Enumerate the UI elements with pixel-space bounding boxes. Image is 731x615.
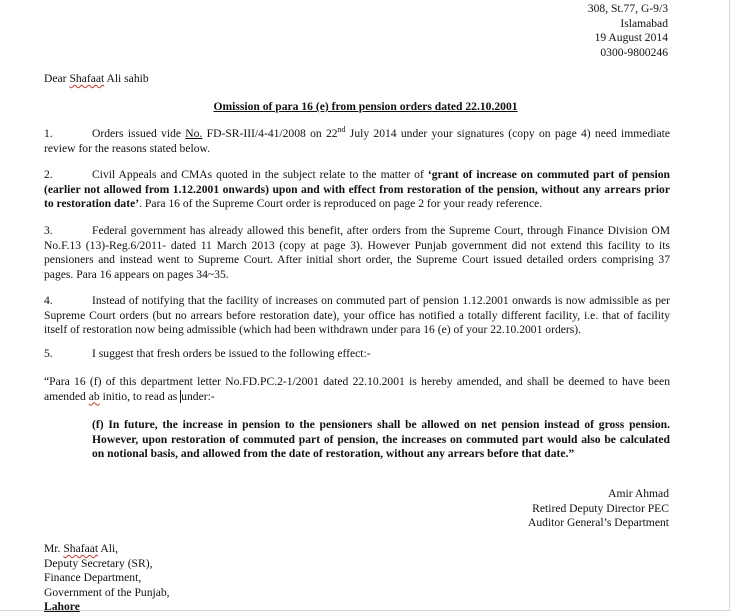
quote-under: under [181, 389, 208, 403]
p2-text-c: . Para 16 of the Supreme Court order is reproduced on page 2 for your ready reference. [139, 197, 543, 210]
paragraph-5 [44, 347, 670, 362]
signatory-name: Amir Ahmad [608, 487, 669, 500]
subject-line: Omission of para 16 (e) from pension orders dated 22.10.2001 [213, 100, 518, 113]
p4-text: Instead of notifying that the facility of increases on commuted part of pension 1.12.2001 onwards is now admissible as per Supreme Court orders (but no arrears before restoration date), your office has notified a totally different facility, i.e. that of facility itself of restoration now being admissible (which had been withdrawn under para 16 (e) of your 22.10.2001 orders). [44, 294, 670, 336]
quote-text-c: :- [207, 389, 215, 403]
salutation [44, 72, 149, 87]
salutation-suffix: Ali sahib [104, 72, 149, 85]
p1-text-a: Orders issued vide [92, 127, 186, 140]
p3-text: Federal government has already allowed this benefit, after orders from the Supreme Court, through Finance Division OM No.F.13 (13)-Reg.6/2011- dated 11 March 2013 (copy at page 3). However Punjab government did not extend this facility to its pensioners and instead went to Supreme Court. After initial short order, the Supreme Court issued detailed orders comprising 37 pages. Para 16 appears on pages 34~35. [44, 224, 670, 281]
recipient-prefix: Mr. [44, 542, 64, 555]
letter-date: 19 August 2014 [594, 31, 668, 44]
amendment-text: (f) In future, the increase in pension to the pensioners shall be allowed on net pension instead of gross pension. However, upon restoration of commuted part of pension, the increases on commuted part would also be calculated on notional basis, and allowed from the date of restoration, without any arrears before that date.” [92, 418, 670, 460]
p5-text: I suggest that fresh orders be issued to the following effect:- [92, 347, 371, 360]
paragraph-number: 1. [44, 127, 53, 140]
paragraph-3 [44, 224, 670, 282]
signatory-title: Retired Deputy Director PEC [532, 501, 669, 515]
salutation-prefix: Dear [44, 72, 70, 85]
recipient-government: Government of the Punjab, [44, 585, 170, 599]
paragraph-1 [44, 127, 670, 156]
p2-bold-text: ‘grant of increase on commuted part of pension (earlier not allowed from 1.12.2001 onwards) upon and with effect from restoration of the pension, without any arrears prior to restoration date’ [44, 168, 670, 210]
address-city: Islamabad [620, 16, 668, 30]
paragraph-2 [44, 168, 670, 212]
signature-block [528, 487, 669, 531]
recipient-designation: Deputy Secretary (SR), [44, 556, 153, 570]
sender-address [588, 2, 668, 60]
quote-text-a: “Para 16 (f) of this department letter No.FD.PC.2-1/2001 dated 22.10.2001 is hereby amended, and shall be deemed to have been amended [44, 375, 670, 403]
recipient-suffix: Ali, [98, 542, 119, 555]
p2-text-a: Civil Appeals and CMAs quoted in the subject relate to the matter of [92, 168, 428, 181]
paragraph-4 [44, 294, 670, 338]
quoted-amendment-intro [44, 375, 670, 404]
recipient-address [44, 542, 170, 615]
recipient-name-line [44, 542, 170, 557]
recipient-name: Shafaat [63, 542, 99, 555]
address-street: 308, St.77, G-9/3 [587, 2, 668, 15]
recipient-city: Lahore [44, 600, 80, 613]
paragraph-number: 2. [44, 168, 53, 181]
p1-sup: nd [337, 125, 346, 135]
paragraph-number: 5. [44, 347, 53, 360]
salutation-name: Shafaat [69, 72, 105, 85]
paragraph-number: 4. [44, 294, 53, 307]
p1-text-b: FD-SR-III/4-41/2008 on 22 [202, 127, 338, 140]
recipient-department: Finance Department, [44, 571, 142, 584]
sender-phone: 0300-9800246 [600, 45, 668, 59]
quote-text-b: initio, to read as [99, 389, 181, 403]
p1-text-c: July 2014 under your signatures (copy on page 4) need immediate review for the reasons stated below. [44, 127, 670, 155]
p1-no: No. [185, 127, 203, 140]
quote-ab: ab [88, 389, 100, 403]
paragraph-number: 3. [44, 224, 53, 237]
signatory-department: Auditor General’s Department [527, 516, 669, 529]
